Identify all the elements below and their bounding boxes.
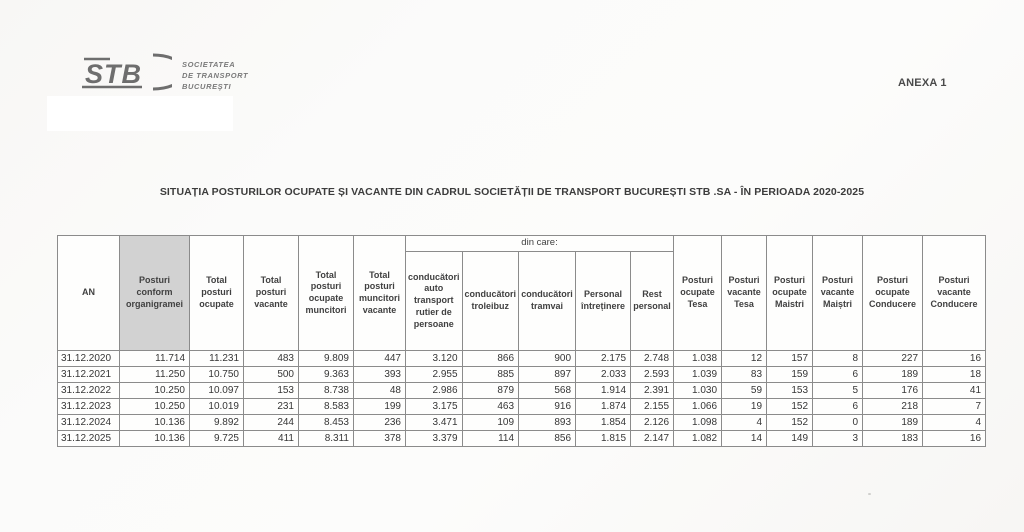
value-cell: 10.019 (190, 399, 244, 415)
table-header (58, 236, 986, 351)
value-cell: 14 (722, 431, 767, 447)
value-cell: 152 (767, 399, 813, 415)
row-date-cell: 31.12.2023 (58, 399, 120, 415)
value-cell: 176 (863, 383, 923, 399)
column-header-vacante-conducere: Posturi vacante Conducere (923, 236, 986, 351)
value-cell: 18 (923, 367, 986, 383)
logo-org-line3: BUCUREŞTI (182, 81, 232, 91)
value-cell: 4 (722, 415, 767, 431)
value-cell: 897 (519, 367, 576, 383)
column-header-conducatori-troleibuz: conducători troleibuz (462, 252, 519, 351)
row-date-cell: 31.12.2021 (58, 367, 120, 383)
value-cell: 218 (863, 399, 923, 415)
value-cell: 10.136 (120, 431, 190, 447)
value-cell: 885 (462, 367, 519, 383)
value-cell: 1.874 (576, 399, 631, 415)
value-cell: 2.955 (406, 367, 463, 383)
value-cell: 8 (813, 351, 863, 367)
column-header-an: AN (58, 236, 120, 351)
value-cell: 11.250 (120, 367, 190, 383)
column-header-total-ocupate: Total posturi ocupate (190, 236, 244, 351)
row-date-cell: 31.12.2024 (58, 415, 120, 431)
value-cell: 1.039 (674, 367, 722, 383)
value-cell: 10.097 (190, 383, 244, 399)
document-title: SITUAȚIA POSTURILOR OCUPATE ȘI VACANTE DIN CADRUL SOCIETĂȚII DE TRANSPORT BUCUREȘTI STB .SA - ÎN PERIOADA 2020-2025 (159, 186, 865, 198)
anexa-label: ANEXA 1 (898, 77, 947, 89)
value-cell: 2.986 (406, 383, 463, 399)
row-date-cell: 31.12.2020 (58, 351, 120, 367)
scan-speck (868, 493, 871, 495)
value-cell: 916 (519, 399, 576, 415)
value-cell: 10.250 (120, 383, 190, 399)
value-cell: 9.363 (299, 367, 354, 383)
value-cell: 6 (813, 367, 863, 383)
value-cell: 8.311 (299, 431, 354, 447)
value-cell: 7 (923, 399, 986, 415)
column-header-vacante-maistri: Posturi vacante Maiștri (813, 236, 863, 351)
row-date-cell: 31.12.2022 (58, 383, 120, 399)
value-cell: 0 (813, 415, 863, 431)
value-cell: 3 (813, 431, 863, 447)
logo-org-line1: SOCIETATEA (182, 60, 236, 69)
value-cell: 1.082 (674, 431, 722, 447)
value-cell: 2.147 (631, 431, 674, 447)
value-cell: 153 (244, 383, 299, 399)
value-cell: 8.583 (299, 399, 354, 415)
column-header-conducatori-auto: conducători auto transport rutier de persoane (406, 252, 463, 351)
stb-logo-text: STB (85, 59, 142, 89)
table-row (58, 367, 986, 383)
value-cell: 1.038 (674, 351, 722, 367)
value-cell: 11.714 (120, 351, 190, 367)
value-cell: 1.030 (674, 383, 722, 399)
value-cell: 12 (722, 351, 767, 367)
row-date-cell: 31.12.2025 (58, 431, 120, 447)
value-cell: 189 (863, 367, 923, 383)
value-cell: 1.066 (674, 399, 722, 415)
table-body (58, 351, 986, 447)
value-cell: 48 (354, 383, 406, 399)
value-cell: 2.155 (631, 399, 674, 415)
value-cell: 244 (244, 415, 299, 431)
value-cell: 159 (767, 367, 813, 383)
value-cell: 231 (244, 399, 299, 415)
column-header-ocupate-maistri: Posturi ocupate Maistri (767, 236, 813, 351)
column-header-conducatori-tramvai: conducători tramvai (519, 252, 576, 351)
value-cell: 199 (354, 399, 406, 415)
stb-logo (80, 52, 248, 94)
column-header-muncitori-vacante: Total posturi muncitori vacante (354, 236, 406, 351)
value-cell: 189 (863, 415, 923, 431)
table-row (58, 383, 986, 399)
redacted-area (47, 96, 233, 131)
value-cell: 866 (462, 351, 519, 367)
value-cell: 83 (722, 367, 767, 383)
value-cell: 900 (519, 351, 576, 367)
value-cell: 8.738 (299, 383, 354, 399)
value-cell: 3.175 (406, 399, 463, 415)
value-cell: 9.809 (299, 351, 354, 367)
table-row (58, 415, 986, 431)
value-cell: 411 (244, 431, 299, 447)
value-cell: 483 (244, 351, 299, 367)
value-cell: 2.175 (576, 351, 631, 367)
stb-logo-icon (80, 52, 172, 94)
column-header-organigrama: Posturi conform organigramei (120, 236, 190, 351)
column-header-ocupate-tesa: Posturi ocupate Tesa (674, 236, 722, 351)
value-cell: 5 (813, 383, 863, 399)
value-cell: 568 (519, 383, 576, 399)
value-cell: 893 (519, 415, 576, 431)
table-row (58, 351, 986, 367)
value-cell: 153 (767, 383, 813, 399)
value-cell: 11.231 (190, 351, 244, 367)
value-cell: 109 (462, 415, 519, 431)
value-cell: 2.391 (631, 383, 674, 399)
value-cell: 19 (722, 399, 767, 415)
value-cell: 16 (923, 351, 986, 367)
value-cell: 2.593 (631, 367, 674, 383)
value-cell: 183 (863, 431, 923, 447)
value-cell: 447 (354, 351, 406, 367)
value-cell: 10.750 (190, 367, 244, 383)
table-row (58, 431, 986, 447)
posts-table (57, 235, 986, 447)
value-cell: 1.098 (674, 415, 722, 431)
column-header-rest-personal: Rest personal (631, 252, 674, 351)
column-header-ocupate-muncitori: Total posturi ocupate muncitori (299, 236, 354, 351)
column-header-ocupate-conducere: Posturi ocupate Conducere (863, 236, 923, 351)
value-cell: 1.854 (576, 415, 631, 431)
column-header-total-vacante: Total posturi vacante (244, 236, 299, 351)
value-cell: 10.250 (120, 399, 190, 415)
value-cell: 856 (519, 431, 576, 447)
value-cell: 2.126 (631, 415, 674, 431)
value-cell: 152 (767, 415, 813, 431)
value-cell: 227 (863, 351, 923, 367)
logo-org-name (182, 60, 248, 93)
value-cell: 41 (923, 383, 986, 399)
value-cell: 1.815 (576, 431, 631, 447)
value-cell: 8.453 (299, 415, 354, 431)
value-cell: 157 (767, 351, 813, 367)
value-cell: 9.892 (190, 415, 244, 431)
value-cell: 236 (354, 415, 406, 431)
value-cell: 149 (767, 431, 813, 447)
value-cell: 378 (354, 431, 406, 447)
value-cell: 393 (354, 367, 406, 383)
logo-org-line2: DE TRANSPORT (182, 70, 249, 80)
value-cell: 2.033 (576, 367, 631, 383)
value-cell: 3.471 (406, 415, 463, 431)
value-cell: 114 (462, 431, 519, 447)
value-cell: 6 (813, 399, 863, 415)
table-row (58, 399, 986, 415)
value-cell: 9.725 (190, 431, 244, 447)
value-cell: 4 (923, 415, 986, 431)
value-cell: 3.120 (406, 351, 463, 367)
value-cell: 59 (722, 383, 767, 399)
value-cell: 2.748 (631, 351, 674, 367)
value-cell: 3.379 (406, 431, 463, 447)
value-cell: 1.914 (576, 383, 631, 399)
value-cell: 879 (462, 383, 519, 399)
din-care-header: din care: (406, 236, 674, 252)
value-cell: 463 (462, 399, 519, 415)
value-cell: 16 (923, 431, 986, 447)
column-header-personal-intretinere: Personal întreținere (576, 252, 631, 351)
value-cell: 10.136 (120, 415, 190, 431)
column-header-vacante-tesa: Posturi vacante Tesa (722, 236, 767, 351)
value-cell: 500 (244, 367, 299, 383)
